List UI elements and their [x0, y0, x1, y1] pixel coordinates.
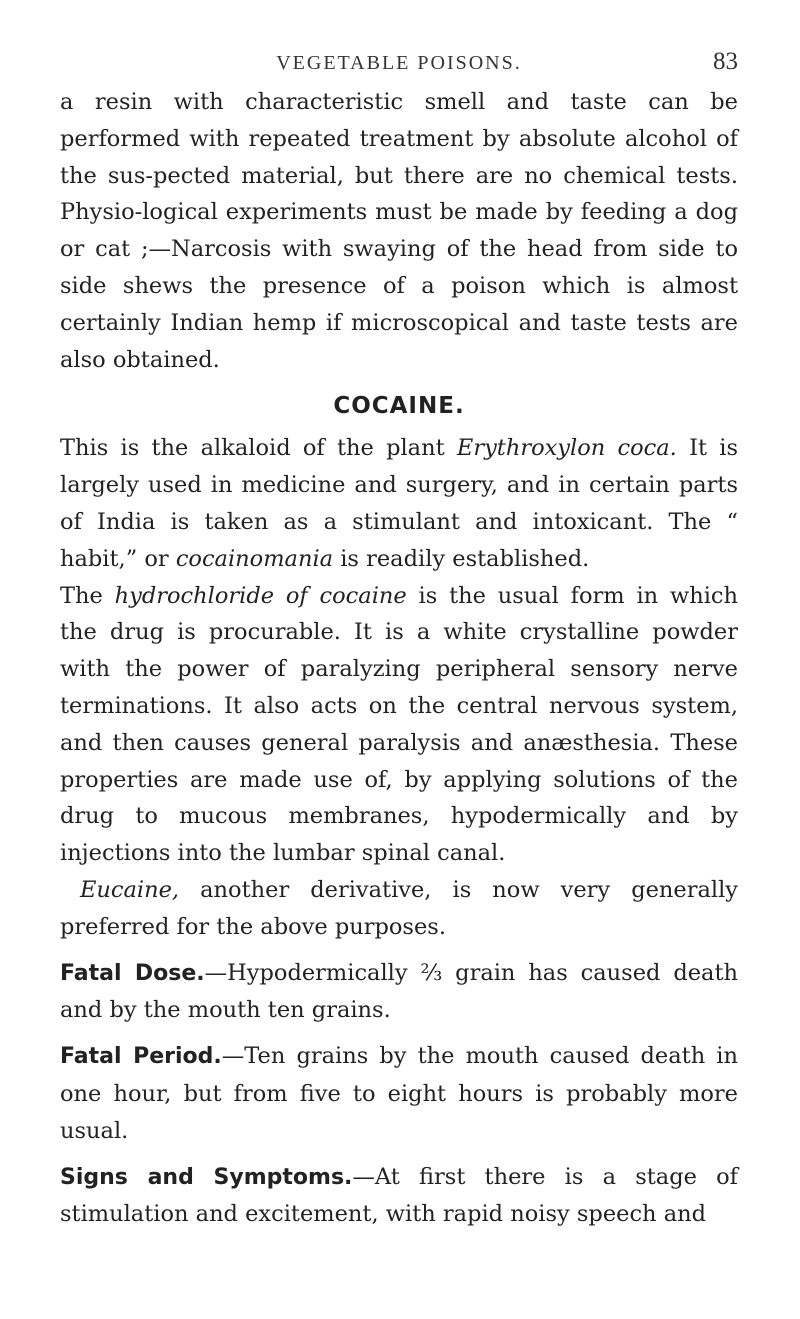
paragraph-cocaine-intro	[60, 430, 738, 577]
text-fragment: The	[60, 582, 115, 609]
run-in-signs-symptoms: Signs and Symptoms.	[60, 1164, 353, 1190]
italic-eucaine: Eucaine,	[80, 876, 180, 903]
running-title: VEGETABLE POISONS.	[276, 52, 522, 74]
italic-hydrochloride: hydrochloride of cocaine	[114, 582, 407, 609]
run-in-fatal-dose: Fatal Dose.	[60, 960, 205, 986]
italic-plant-name: Erythroxylon coca.	[456, 435, 677, 462]
text-fragment: is the usual form in which the drug is procurable. It is a white crystalline powder with the power of paralyzing peripheral sensory nerve terminations. It also acts on the central nervous system, and then causes general paralysis and anæsthesia. These properties are made use of, by applying solutions of the drug to mucous membranes, hypodermically and by injections into the lumbar spinal canal.	[60, 582, 738, 867]
paragraph-fatal-dose	[60, 955, 738, 1030]
paragraph-eucaine	[60, 872, 738, 946]
paragraph-resin-test: a resin with characteristic smell and taste can be performed with repeated treatment by absolute alcohol of the sus-pected material, but there are no chemical tests. Physio-logical experiments must be made by feeding a dog or cat ;—Narcosis with swaying of the head from side to side shews the presence of a poison which is almost certainly Indian hemp if microscopical and taste tests are also obtained.	[60, 89, 738, 373]
text-fragment: This is the alkaloid of the plant	[60, 435, 457, 462]
text-fragment: another derivative, is now very generally preferred for the above purposes.	[60, 876, 738, 940]
italic-cocainomania: cocainomania	[175, 545, 334, 572]
section-heading-cocaine: COCAINE.	[333, 393, 465, 420]
text-fragment: —At first there is a stage of stimulation and excitement, with rapid noisy speech and	[60, 1163, 738, 1228]
run-in-fatal-period: Fatal Period.	[60, 1044, 222, 1070]
paragraph-signs-symptoms	[60, 1159, 738, 1234]
body-text	[60, 84, 738, 1233]
paragraph-hydrochloride	[60, 578, 738, 872]
running-head	[60, 0, 738, 75]
page-number: 83	[713, 48, 738, 75]
text-fragment: —Ten grains by the mouth caused death in one hour, but from five to eight hours is probably more usual.	[60, 1043, 738, 1144]
text-fragment: is readily established.	[333, 545, 590, 572]
text-fragment: It is largely used in medicine and surgery, and in certain parts of India is taken as a stimulant and intoxicant. The “ habit,” or	[60, 435, 739, 572]
paragraph-fatal-period	[60, 1038, 738, 1149]
text-fragment: —Hypodermically ⅔ grain has caused death and by the mouth ten grains.	[60, 959, 739, 1024]
